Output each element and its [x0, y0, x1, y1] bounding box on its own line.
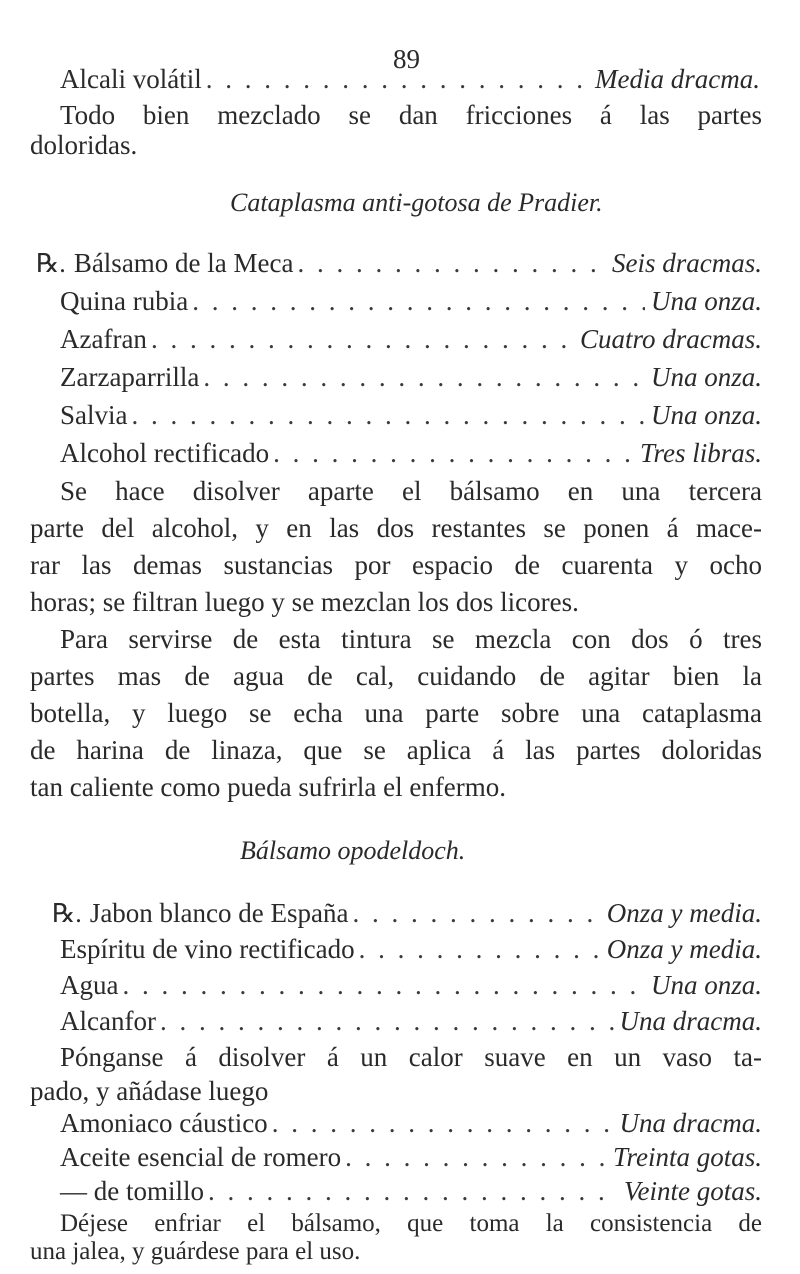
ingredient-name: Quina rubia	[60, 286, 189, 316]
ingredient-quantity: Una onza.	[650, 362, 762, 392]
ingredient-name: Alcali volátil	[60, 64, 202, 94]
ingredient-name: — de tomillo	[60, 1176, 204, 1206]
ingredient-name: Alcanfor	[60, 1006, 156, 1036]
ingredient-name: Agua	[60, 970, 119, 1000]
ingredient-quantity: Seis dracmas.	[612, 248, 762, 278]
paragraph-line: parte del alcohol, y en las dos restantes se ponen á mace-	[30, 513, 762, 543]
ingredient-row	[60, 286, 762, 324]
leader-dots	[192, 286, 645, 317]
ingredient-quantity: Onza y media.	[606, 898, 762, 928]
paragraph-line: rar las demas sustancias por espacio de cuarenta y ocho	[30, 550, 762, 580]
paragraph-line: Para servirse de esta tintura se mezcla con dos ó tres	[60, 624, 762, 654]
ingredient-quantity: Una onza.	[650, 400, 762, 430]
paragraph-line: horas; se filtran luego y se mezclan los dos licores.	[30, 587, 579, 617]
leader-dots	[203, 362, 645, 393]
ingredient-quantity: Treinta gotas.	[612, 1142, 762, 1172]
leader-dots	[151, 324, 574, 355]
paragraph-line: una jalea, y guárdese para el uso.	[30, 1238, 361, 1265]
ingredient-quantity: Una dracma.	[619, 1006, 762, 1036]
leader-dots	[359, 934, 601, 965]
ingredient-row	[60, 1142, 762, 1180]
paragraph-line: Se hace disolver aparte el bálsamo en una tercera	[60, 476, 762, 506]
ingredient-name: Salvia	[60, 400, 128, 430]
ingredient-name: Jabon blanco de España	[89, 898, 349, 928]
paragraph-line: botella, y luego se echa una parte sobre una cataplasma	[30, 698, 762, 728]
ingredient-quantity: Una onza.	[650, 286, 762, 316]
leader-dots	[132, 400, 645, 431]
section-heading: Bálsamo opodeldoch.	[240, 836, 466, 865]
ingredient-row	[36, 248, 762, 286]
paragraph-line: Déjese enfriar el bálsamo, que toma la consistencia de	[60, 1210, 762, 1237]
leader-dots	[345, 1142, 607, 1173]
ingredient-row	[60, 438, 762, 476]
ingredient-quantity: Cuatro dracmas.	[579, 324, 762, 354]
leader-dots	[272, 1108, 614, 1139]
paragraph-line: tan caliente como pueda sufrirla el enfermo.	[30, 772, 507, 802]
paragraph-line: pado, y añádase luego	[30, 1076, 269, 1106]
leader-dots	[122, 970, 645, 1001]
ingredient-name: Zarzaparrilla	[60, 362, 200, 392]
ingredient-row	[60, 362, 762, 400]
ingredient-row	[60, 970, 762, 1008]
ingredient-row	[52, 898, 762, 936]
paragraph-line: Todo bien mezclado se dan fricciones á las partes	[60, 100, 762, 130]
ingredient-row	[60, 1176, 762, 1214]
paragraph-line: de harina de linaza, que se aplica á las partes doloridas	[30, 735, 762, 765]
ingredient-row	[60, 1006, 762, 1044]
ingredient-quantity: Media dracma.	[595, 64, 760, 94]
ingredient-row	[60, 64, 760, 102]
ingredient-name: Aceite esencial de romero	[60, 1142, 342, 1172]
ingredient-name: Amoniaco cáustico	[60, 1108, 268, 1138]
recipe-symbol: ℞.	[52, 899, 82, 928]
leader-dots	[273, 438, 634, 469]
ingredient-name: Bálsamo de la Meca	[73, 248, 294, 278]
leader-dots	[297, 248, 606, 279]
ingredient-quantity: Veinte gotas.	[624, 1176, 762, 1206]
ingredient-name: Espíritu de vino rectificado	[60, 934, 355, 964]
ingredient-quantity: Onza y media.	[606, 934, 762, 964]
leader-dots	[352, 898, 600, 929]
leader-dots	[160, 1006, 614, 1037]
recipe-symbol: ℞.	[36, 249, 66, 278]
ingredient-row	[60, 1108, 762, 1146]
ingredient-row	[60, 934, 762, 972]
ingredient-quantity: Una dracma.	[619, 1108, 762, 1138]
ingredient-name: Azafran	[60, 324, 147, 354]
section-heading: Cataplasma anti-gotosa de Pradier.	[230, 188, 603, 217]
ingredient-quantity: Tres libras.	[639, 438, 762, 468]
paragraph-line: partes mas de agua de cal, cuidando de agitar bien la	[30, 661, 762, 691]
leader-dots	[206, 64, 589, 95]
paragraph-line: doloridas.	[30, 130, 138, 160]
leader-dots	[208, 1176, 618, 1207]
page-number: 89	[393, 44, 420, 74]
ingredient-row	[60, 400, 762, 438]
ingredient-name: Alcohol rectificado	[60, 438, 270, 468]
ingredient-quantity: Una onza.	[650, 970, 762, 1000]
ingredient-row	[60, 324, 762, 362]
paragraph-line: Pónganse á disolver á un calor suave en un vaso ta-	[60, 1042, 762, 1072]
